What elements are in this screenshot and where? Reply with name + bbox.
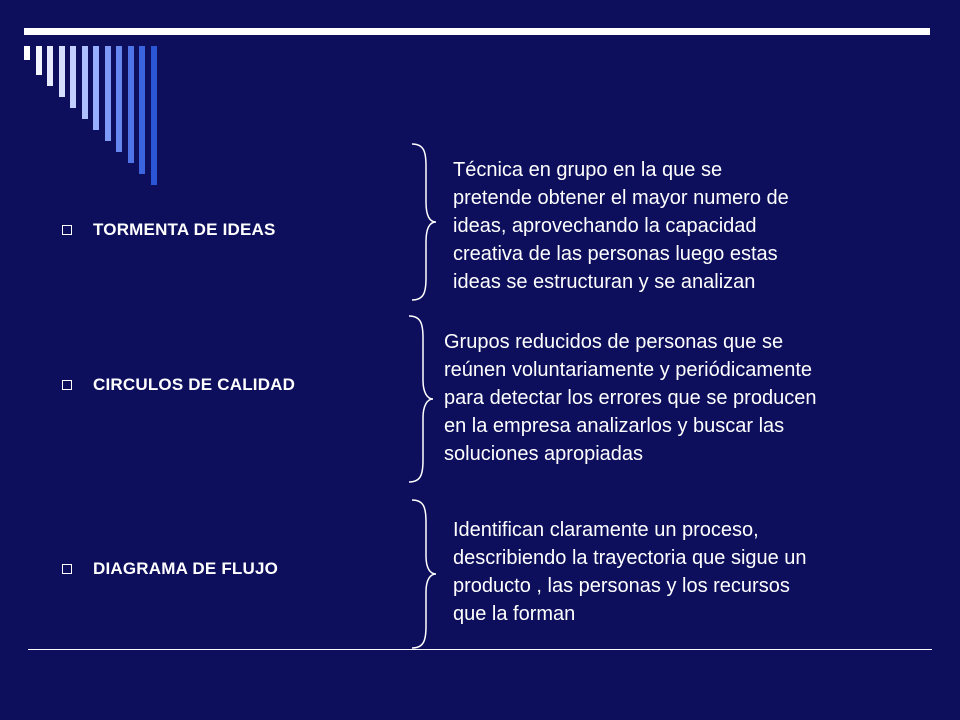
description-line: ideas, aprovechando la capacidad [453,215,757,237]
square-bullet-icon [62,225,72,235]
description-line: reúnen voluntariamente y periódicamente [444,359,812,381]
list-item-tormenta [62,220,276,240]
description-line: Grupos reducidos de personas que se [444,331,784,353]
description-line: producto , las personas y los recursos [453,575,790,597]
decorative-bar [70,46,76,108]
decorative-bar [105,46,111,141]
curly-brace-icon [408,142,438,302]
description-circulos [444,328,816,468]
square-bullet-icon [62,380,72,390]
description-line: describiendo la trayectoria que sigue un [453,547,807,569]
list-item-diagrama [62,559,278,579]
description-line: para detectar los errores que se producen [444,387,817,409]
description-diagrama [453,516,807,628]
decorative-bar [36,46,42,75]
list-item-circulos [62,375,295,395]
curly-brace-icon [405,314,435,484]
description-tormenta [453,156,789,296]
decorative-bar [139,46,145,174]
bottom-rule [28,649,932,650]
description-line: pretende obtener el mayor numero de [453,187,789,209]
decorative-bar [93,46,99,130]
decorative-bar [47,46,53,86]
decorative-bar [151,46,157,185]
square-bullet-icon [62,564,72,574]
decorative-bar [116,46,122,152]
description-line: soluciones apropiadas [444,443,644,465]
description-line: creativa de las personas luego estas [453,243,778,265]
description-line: en la empresa analizarlos y buscar las [444,415,785,437]
decorative-bar [82,46,88,119]
decorative-bar [24,46,30,60]
description-line: Identifican claramente un proceso, [453,519,759,541]
description-line: que la forman [453,603,576,625]
description-line: Técnica en grupo en la que se [453,159,723,181]
decorative-bar [128,46,134,163]
description-line: ideas se estructuran y se analizan [453,271,756,293]
term-label: DIAGRAMA DE FLUJO [93,559,279,578]
curly-brace-icon [408,498,438,650]
decorative-bar [59,46,65,97]
term-label: TORMENTA DE IDEAS [93,220,276,239]
term-label: CIRCULOS DE CALIDAD [93,375,296,394]
